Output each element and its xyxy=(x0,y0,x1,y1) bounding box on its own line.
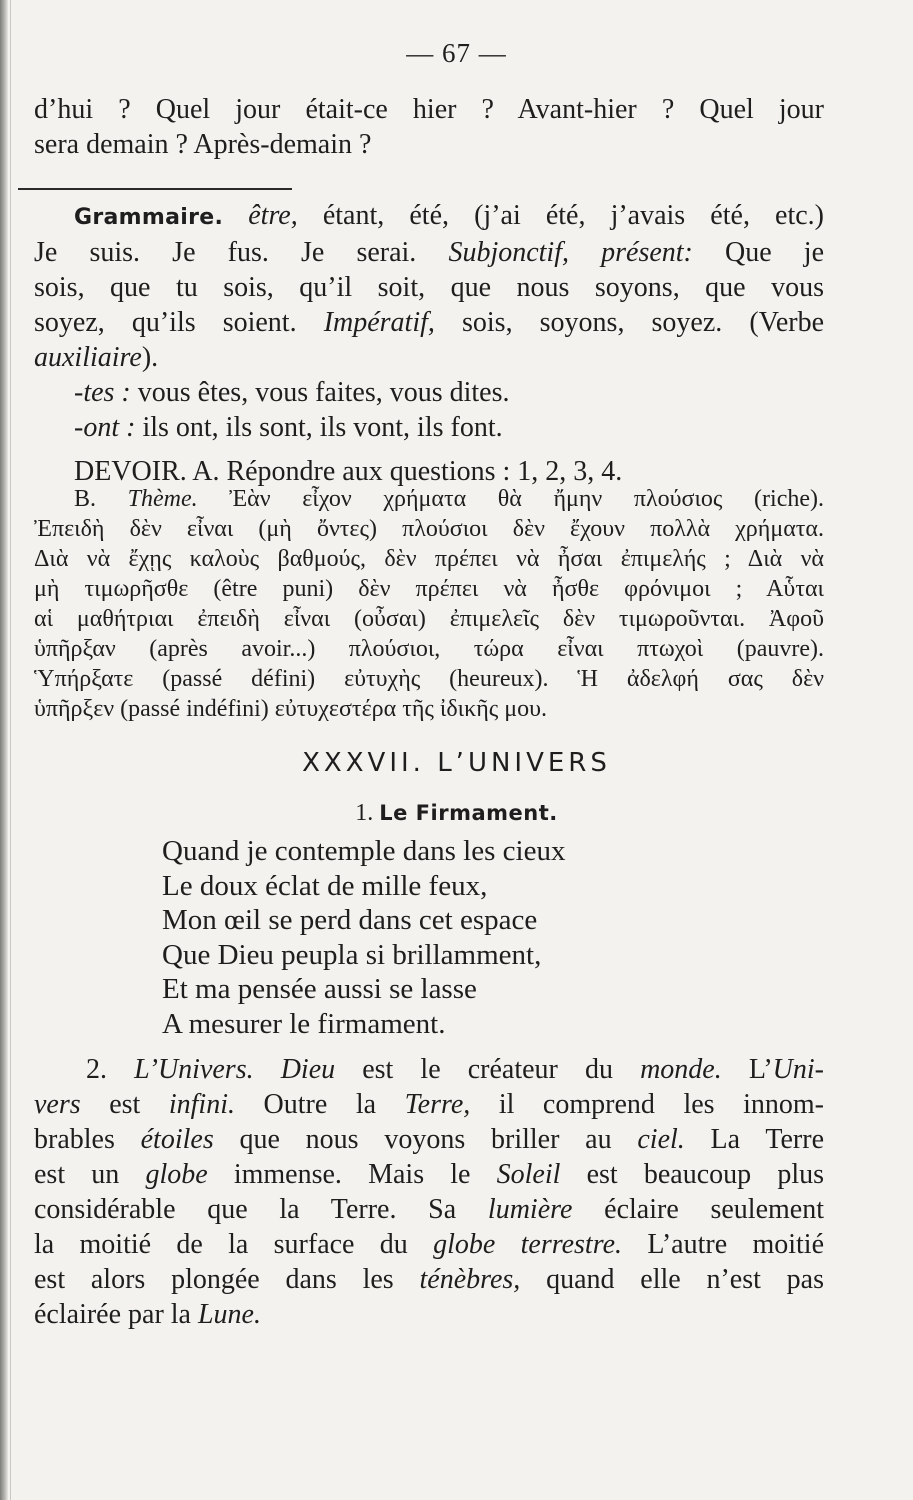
page-number: — 67 — xyxy=(406,38,507,68)
poem-verse: Que Dieu peupla si brillamment, xyxy=(162,938,542,971)
section-title: 1. Le Firmament. xyxy=(355,800,558,826)
text-line: αἱ μαθήτριαι ἐπειδὴ εἶναι (οὖσαι) ἐπιμελεῖς δὲν τιμωροῦνται. Ἀφοῦ xyxy=(34,606,824,632)
text-line: brables étoiles que nous voyons briller au ciel. La Terre xyxy=(34,1124,825,1155)
grammar-section xyxy=(34,198,824,445)
theme-exercise xyxy=(34,484,824,724)
text-line: 2. L’Univers. Dieu est le créateur du monde. L’Uni- xyxy=(86,1054,824,1085)
text-line: considérable que la Terre. Sa lumière éclaire seulement xyxy=(34,1194,824,1225)
grammar-label: Grammaire. xyxy=(74,205,224,230)
univers-paragraph xyxy=(34,1052,824,1332)
text-line: ὑπῆρξεν (passé indéfini) εὐτυχεστέρα τῆς ἰδικῆς μου. xyxy=(34,696,548,722)
poem-verse: Mon œil se perd dans cet espace xyxy=(162,904,538,936)
text-line: sera demain ? Après-demain ? xyxy=(34,129,372,160)
section-divider xyxy=(18,188,292,190)
intro-paragraph xyxy=(34,92,824,162)
text-line: éclairée par la Lune. xyxy=(34,1299,261,1330)
text-line: Ἐπειδὴ δὲν εἶναι (μὴ ὄντες) πλούσιοι δὲν ἔχουν πολλὰ χρήματα. xyxy=(34,516,824,542)
text-line: B. Thème. Ἐὰν εἶχον χρήματα θὰ ἤμην πλούσιος (riche). xyxy=(74,486,824,512)
text-line: ὑπῆρξαν (après avoir...) πλούσιοι, τώρα εἶναι πτωχοὶ (pauvre). xyxy=(34,636,824,662)
text-line: vers est infini. Outre la Terre, il comprend les innom- xyxy=(34,1089,824,1120)
text-line: la moitié de la surface du globe terrestre. L’autre moitié xyxy=(34,1229,824,1260)
text-line: Ὑπήρξατε (passé défini) εὐτυχὴς (heureux). Ἡ ἀδελφή σας δὲν xyxy=(34,666,824,692)
text-line: -tes : vous êtes, vous faites, vous dites. xyxy=(74,377,510,408)
text-line: soyez, qu’ils soient. Impératif, sois, soyons, soyez. (Verbe xyxy=(34,307,824,338)
text-line: auxiliaire). xyxy=(34,342,159,373)
text-line: sois, que tu sois, qu’il soit, que nous soyons, que vous xyxy=(34,272,824,303)
poem-verse: Quand je contemple dans les cieux xyxy=(162,835,566,867)
text-line: Grammaire. être, étant, été, (j’ai été, j’avais été, etc.) xyxy=(74,200,825,231)
text-line: Διὰ νὰ ἔχῃς καλοὺς βαθμούς, δὲν πρέπει νὰ ἦσαι ἐπιμελής ; Διὰ νὰ xyxy=(34,546,824,572)
text-line: -ont : ils ont, ils sont, ils vont, ils font. xyxy=(74,412,503,443)
poem-verse: A mesurer le firmament. xyxy=(162,1007,446,1040)
poem-verse: Le doux éclat de mille feux, xyxy=(162,869,488,902)
text-line: d’hui ? Quel jour était-ce hier ? Avant-hier ? Quel jour xyxy=(34,94,824,125)
text-line: est un globe immense. Mais le Soleil est beaucoup plus xyxy=(34,1159,824,1190)
text-line: DEVOIR. A. Répondre aux questions : 1, 2, 3, 4. xyxy=(74,456,623,487)
chapter-title: XXXVII. L’UNIVERS xyxy=(302,748,611,778)
text-line: est alors plongée dans les ténèbres, quand elle n’est pas xyxy=(34,1264,825,1295)
text-line: Je suis. Je fus. Je serai. Subjonctif, présent: Que je xyxy=(34,237,825,268)
poem-verse: Et ma pensée aussi se lasse xyxy=(162,973,477,1005)
poem xyxy=(162,834,565,1041)
text-line: μὴ τιμωρῆσθε (être puni) δὲν πρέπει νὰ ἦσθε φρόνιμοι ; Αὗται xyxy=(34,576,824,602)
